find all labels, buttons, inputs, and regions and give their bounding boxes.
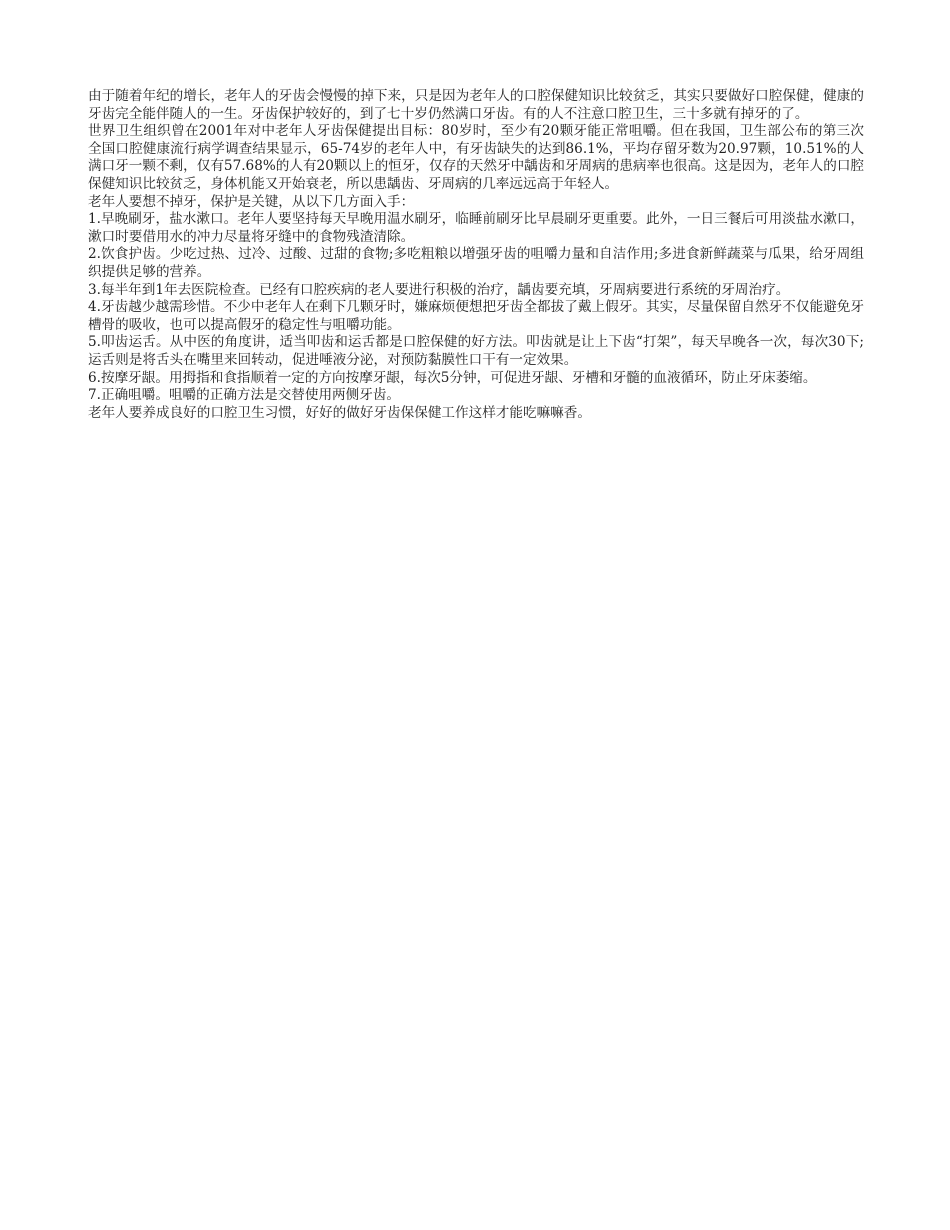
list-item-brushing: 1.早晚刷牙，盐水漱口。老年人要坚持每天早晚用温水刷牙，临睡前刷牙比早晨刷牙更重要。此外，一日三餐后可用淡盐水漱口，漱口时要借用水的冲力尽量将牙缝中的食物残渣清除。 — [88, 211, 864, 245]
paragraph-intro: 由于随着年纪的增长，老年人的牙齿会慢慢的掉下来，只是因为老年人的口腔保健知识比较贫乏，其实只要做好口腔保健，健康的牙齿完全能伴随人的一生。牙齿保护较好的，到了七十岁仍然满口牙齿。有的人不注意口腔卫生，三十多就有掉牙的了。 — [88, 88, 864, 122]
list-item-gum-massage: 6.按摩牙龈。用拇指和食指顺着一定的方向按摩牙龈，每次5分钟，可促进牙龈、牙槽和牙髓的血液循环，防止牙床萎缩。 — [88, 369, 817, 386]
list-item-tapping-tongue: 5.叩齿运舌。从中医的角度讲，适当叩齿和运舌都是口腔保健的好方法。叩齿就是让上下齿“打架”，每天早晚各一次，每次30下;运舌则是将舌头在嘴里来回转动，促进唾液分泌，对预防黏膜性口干有一定效果。 — [88, 334, 864, 368]
list-item-diet: 2.饮食护齿。少吃过热、过冷、过酸、过甜的食物;多吃粗粮以增强牙齿的咀嚼力量和自洁作用;多进食新鲜蔬菜与瓜果，给牙周组织提供足够的营养。 — [88, 246, 864, 280]
document-body — [88, 88, 864, 422]
paragraph-protection-lead: 老年人要想不掉牙，保护是关键，从以下几方面入手： — [88, 193, 415, 210]
list-item-preserve-teeth: 4.牙齿越少越需珍惜。不少中老年人在剩下几颗牙时，嫌麻烦便想把牙齿全都拔了戴上假牙。其实，尽量保留自然牙不仅能避免牙槽骨的吸收，也可以提高假牙的稳定性与咀嚼功能。 — [88, 299, 864, 333]
list-item-checkup: 3.每半年到1年去医院检查。已经有口腔疾病的老人要进行积极的治疗，龋齿要充填，牙周病要进行系统的牙周治疗。 — [88, 281, 790, 298]
paragraph-conclusion: 老年人要养成良好的口腔卫生习惯，好好的做好牙齿保保健工作这样才能吃嘛嘛香。 — [88, 404, 591, 421]
list-item-chewing: 7.正确咀嚼。咀嚼的正确方法是交替使用两侧牙齿。 — [88, 387, 401, 404]
paragraph-who-goal: 世界卫生组织曾在2001年对中老年人牙齿保健提出目标：80岁时，至少有20颗牙能正常咀嚼。但在我国，卫生部公布的第三次全国口腔健康流行病学调查结果显示，65-74岁的老年人中，有牙齿缺失的达到86.1%，平均存留牙数为20.97颗，10.51%的人满口牙一颗不剩，仅有57.68%的人有20颗以上的恒牙，仅存的天然牙中龋齿和牙周病的患病率也很高。这是因为，老年人的口腔保健知识比较贫乏，身体机能又开始衰老，所以患龋齿、牙周病的几率远远高于年轻人。 — [88, 123, 865, 192]
